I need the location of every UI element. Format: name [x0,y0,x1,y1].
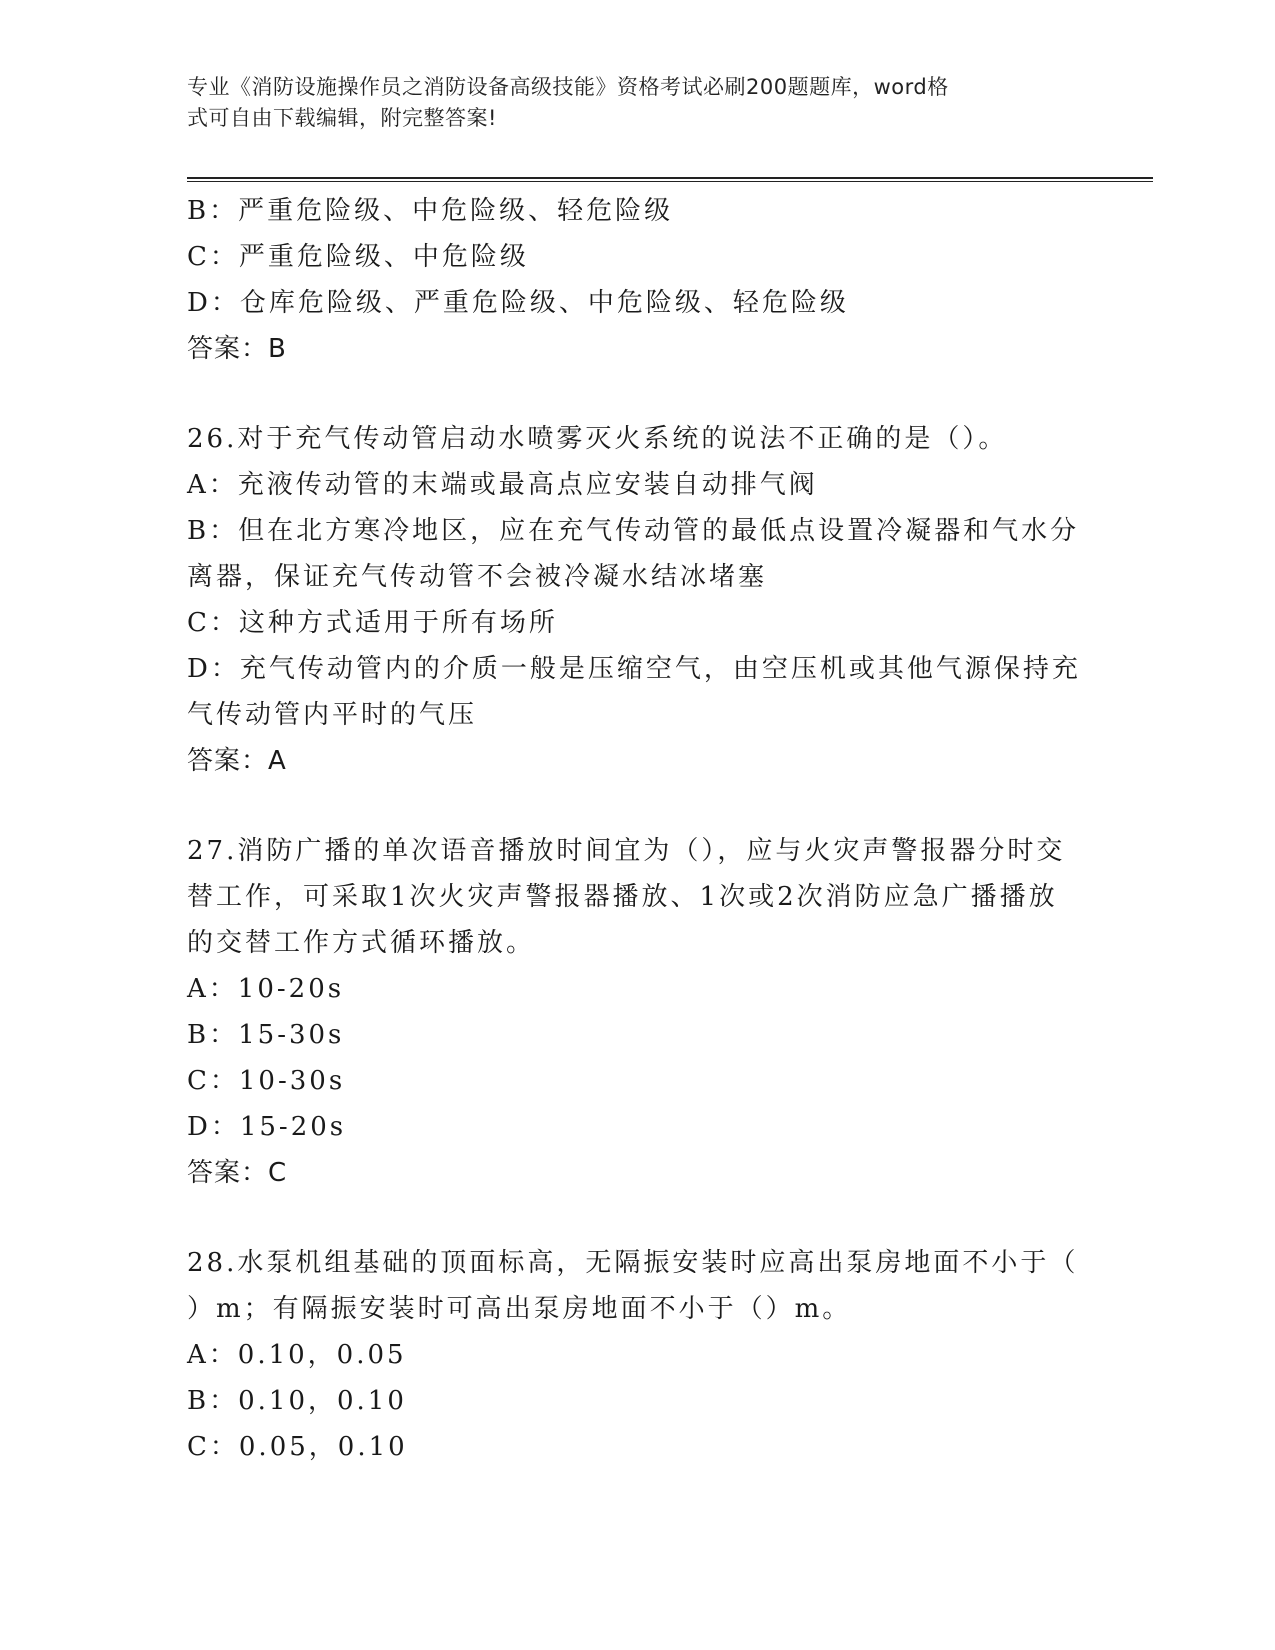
header-line-1: 专业《消防设施操作员之消防设备高级技能》资格考试必刷200题题库，word格 [187,75,949,99]
header-divider-thick [187,177,1153,179]
header-divider-thin [187,181,1153,182]
option-d: D：15-20s [187,1112,347,1142]
header-line-2: 式可自由下载编辑，附完整答案! [187,106,497,130]
question-28 [187,1240,1087,1470]
answer-line: 答案：B [187,334,287,364]
option-c: C：10-30s [187,1066,346,1096]
question-list [187,188,1087,1470]
option-b: B：但在北方寒冷地区，应在充气传动管的最低点设置冷凝器和气水分 [187,516,1080,546]
answer-line: 答案：C [187,1158,288,1188]
option-d: D：仓库危险级、严重危险级、中危险级、轻危险级 [187,288,849,318]
question-26 [187,416,1087,784]
question-stem-line-2: 替工作，可采取1次火灾声警报器播放、1次或2次消防应急广播播放 [187,882,1058,912]
option-b: B：0.10，0.10 [187,1386,407,1416]
question-25-remainder [187,188,1087,372]
question-stem-line-2: ）m；有隔振安装时可高出泵房地面不小于（）m。 [187,1294,852,1324]
question-stem: 26.对于充气传动管启动水喷雾灭火系统的说法不正确的是（）。 [187,424,1008,454]
option-a: A：充液传动管的末端或最高点应安装自动排气阀 [187,470,818,500]
option-a: A：0.10，0.05 [187,1340,407,1370]
option-d-continued: 气传动管内平时的气压 [187,700,478,730]
option-c: C：0.05，0.10 [187,1432,408,1462]
option-d: D：充气传动管内的介质一般是压缩空气，由空压机或其他气源保持充 [187,654,1081,684]
document-header [187,72,1067,134]
question-stem-line-1: 28.水泵机组基础的顶面标高，无隔振安装时应高出泵房地面不小于（ [187,1248,1079,1278]
option-b-continued: 离器，保证充气传动管不会被冷凝水结冰堵塞 [187,562,768,592]
option-c: C：这种方式适用于所有场所 [187,608,558,638]
question-stem-line-3: 的交替工作方式循环播放。 [187,928,536,958]
option-b: B：15-30s [187,1020,345,1050]
question-stem-line-1: 27.消防广播的单次语音播放时间宜为（），应与火灾声警报器分时交 [187,836,1066,866]
option-a: A：10-20s [187,974,345,1004]
answer-line: 答案：A [187,746,287,776]
option-c: C：严重危险级、中危险级 [187,242,529,272]
option-b: B：严重危险级、中危险级、轻危险级 [187,196,674,226]
question-27 [187,828,1087,1196]
